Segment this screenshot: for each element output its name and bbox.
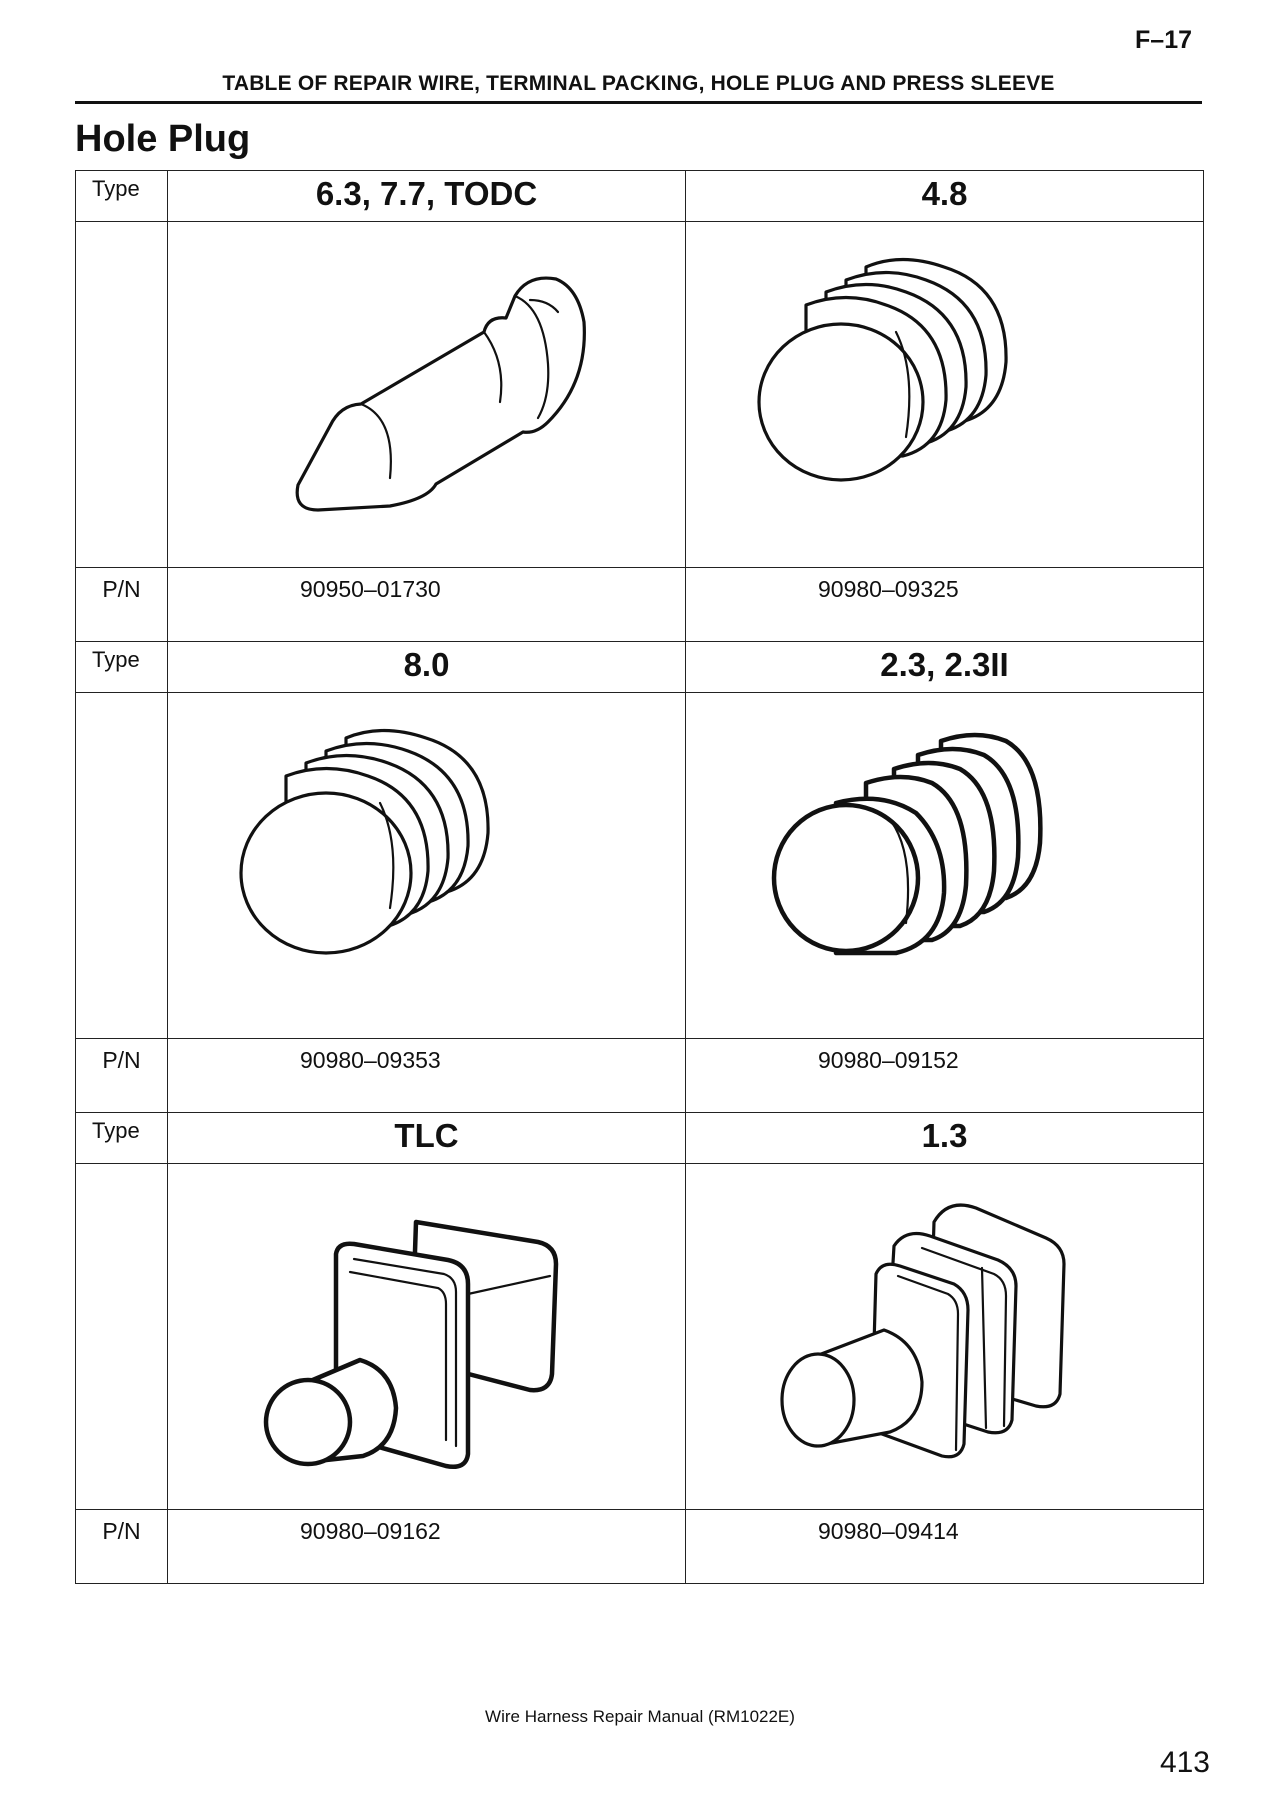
header-title: TABLE OF REPAIR WIRE, TERMINAL PACKING, HOLE PLUG AND PRESS SLEEVE bbox=[222, 72, 1055, 95]
pn-label: P/N bbox=[102, 1047, 141, 1073]
empty-cell bbox=[76, 222, 168, 568]
type-label: Type bbox=[92, 176, 140, 201]
ribbed-hole-plug-icon bbox=[686, 222, 1204, 567]
pn-cell bbox=[686, 1039, 1204, 1113]
pn-label: P/N bbox=[102, 576, 141, 602]
pn-label-cell bbox=[76, 568, 168, 642]
square-hole-plug-icon bbox=[168, 1164, 686, 1509]
part-number: 90980–09162 bbox=[300, 1518, 441, 1544]
type-label-cell bbox=[76, 642, 168, 693]
type-cell bbox=[686, 642, 1204, 693]
type-value: 8.0 bbox=[403, 646, 450, 683]
pn-cell bbox=[686, 568, 1204, 642]
part-number: 90980–09414 bbox=[818, 1518, 959, 1544]
pn-row bbox=[76, 1039, 1204, 1113]
part-number: 90980–09152 bbox=[818, 1047, 959, 1073]
image-cell bbox=[168, 1164, 686, 1510]
image-cell bbox=[686, 693, 1204, 1039]
section-code: F–17 bbox=[1135, 26, 1192, 54]
type-cell bbox=[686, 1113, 1204, 1164]
square-hole-plug-icon bbox=[686, 1164, 1204, 1509]
type-label-cell bbox=[76, 171, 168, 222]
type-row bbox=[76, 171, 1204, 222]
type-label: Type bbox=[92, 647, 140, 672]
type-value: TLC bbox=[394, 1117, 459, 1154]
part-number: 90980–09325 bbox=[818, 576, 959, 602]
type-value: 2.3, 2.3II bbox=[880, 646, 1009, 683]
pn-cell bbox=[168, 1510, 686, 1584]
hole-plug-table bbox=[75, 170, 1204, 1584]
header-rule bbox=[75, 101, 1202, 104]
ribbed-hole-plug-icon bbox=[686, 693, 1204, 1038]
type-cell bbox=[168, 1113, 686, 1164]
empty-cell bbox=[76, 1164, 168, 1510]
pn-label-cell bbox=[76, 1510, 168, 1584]
image-row bbox=[76, 1164, 1204, 1510]
image-cell bbox=[686, 222, 1204, 568]
type-cell bbox=[686, 171, 1204, 222]
type-label: Type bbox=[92, 1118, 140, 1143]
image-cell bbox=[168, 693, 686, 1039]
part-number: 90950–01730 bbox=[300, 576, 441, 602]
type-value: 1.3 bbox=[921, 1117, 968, 1154]
footer-text: Wire Harness Repair Manual (RM1022E) bbox=[485, 1707, 795, 1726]
image-row bbox=[76, 222, 1204, 568]
type-cell bbox=[168, 642, 686, 693]
pin-hole-plug-icon bbox=[168, 222, 686, 567]
pn-cell bbox=[168, 568, 686, 642]
section-title: Hole Plug bbox=[75, 118, 251, 160]
type-value: 6.3, 7.7, TODC bbox=[315, 175, 538, 212]
ribbed-hole-plug-icon bbox=[168, 693, 686, 1038]
part-number: 90980–09353 bbox=[300, 1047, 441, 1073]
type-row bbox=[76, 1113, 1204, 1164]
page-number: 413 bbox=[1159, 1746, 1210, 1779]
type-cell bbox=[168, 171, 686, 222]
pn-cell bbox=[686, 1510, 1204, 1584]
image-row bbox=[76, 693, 1204, 1039]
pn-label-cell bbox=[76, 1039, 168, 1113]
type-value: 4.8 bbox=[921, 175, 968, 212]
pn-label: P/N bbox=[102, 1518, 141, 1544]
image-cell bbox=[686, 1164, 1204, 1510]
pn-row bbox=[76, 1510, 1204, 1584]
type-label-cell bbox=[76, 1113, 168, 1164]
pn-row bbox=[76, 568, 1204, 642]
type-row bbox=[76, 642, 1204, 693]
image-cell bbox=[168, 222, 686, 568]
pn-cell bbox=[168, 1039, 686, 1113]
empty-cell bbox=[76, 693, 168, 1039]
